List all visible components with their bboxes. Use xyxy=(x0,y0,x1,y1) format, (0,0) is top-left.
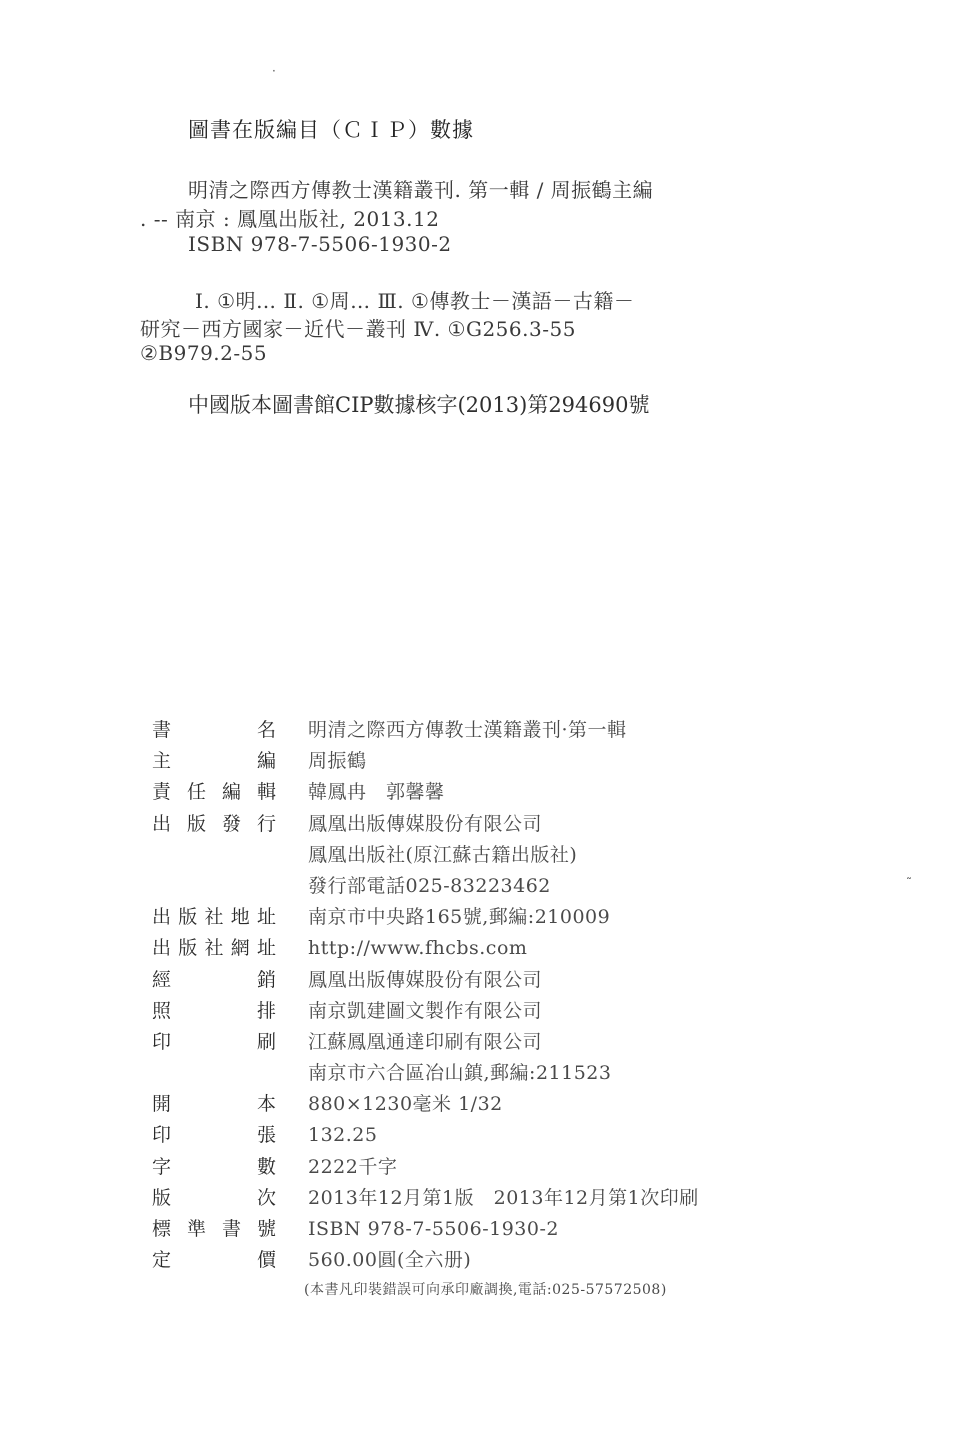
details-value: 560.00圓(全六册) xyxy=(308,1249,472,1272)
details-value: http://www.fhcbs.com xyxy=(308,937,528,960)
details-row xyxy=(152,1090,792,1121)
details-row xyxy=(152,1121,792,1152)
details-row xyxy=(152,1059,792,1090)
details-row xyxy=(152,716,792,747)
details-label: 主 編 xyxy=(152,750,276,773)
details-label: 印 刷 xyxy=(152,1030,276,1053)
details-label: 版 次 xyxy=(152,1186,276,1209)
details-label: 出 版 發 行 xyxy=(152,812,276,835)
details-value: 周振鶴 xyxy=(308,750,367,773)
details-value: 明清之際西方傳教士漢籍叢刊·第一輯 xyxy=(308,719,627,741)
details-value: 2222千字 xyxy=(308,1155,398,1178)
cip-title-line: 明清之際西方傳教士漢籍叢刊. 第一輯 / 周振鶴主編 xyxy=(188,178,654,202)
details-value: 南京市六合區冶山鎮,郵編:211523 xyxy=(308,1062,612,1085)
details-value: 南京凱建圖文製作有限公司 xyxy=(308,999,543,1022)
details-value: 132.25 xyxy=(308,1124,378,1147)
details-value: 韓鳳冉 郭馨馨 xyxy=(308,781,445,804)
details-row xyxy=(152,1215,792,1246)
publication-details-table xyxy=(152,716,792,1277)
details-row xyxy=(152,934,792,965)
cip-classification-line: ②B979.2-55 xyxy=(140,341,268,365)
details-label: 責 任 編 輯 xyxy=(152,781,276,804)
details-value: ISBN 978-7-5506-1930-2 xyxy=(308,1218,559,1240)
details-label: 出 版 社 網 址 xyxy=(152,937,276,960)
details-row xyxy=(152,1028,792,1059)
details-label: 經 銷 xyxy=(152,968,276,991)
details-row xyxy=(152,841,792,872)
details-row xyxy=(152,1246,792,1277)
speck-mark: · xyxy=(272,64,276,78)
cip-heading: 圖書在版編目（ＣＩＰ）數據 xyxy=(188,118,474,142)
details-value: 南京市中央路165號,郵編:210009 xyxy=(308,906,611,929)
details-value: 880×1230毫米 1/32 xyxy=(308,1093,503,1116)
details-row xyxy=(152,1153,792,1184)
details-label: 字 數 xyxy=(152,1155,276,1178)
details-label: 定 價 xyxy=(152,1249,276,1272)
cip-subject-line: Ⅰ. ①明… Ⅱ. ①周… Ⅲ. ①傳教士－漢語－古籍－ xyxy=(195,289,635,313)
details-value: 發行部電話025-83223462 xyxy=(308,874,551,897)
details-label: 標 準 書 號 xyxy=(152,1218,276,1240)
details-label: 出 版 社 地 址 xyxy=(152,906,276,929)
details-row xyxy=(152,903,792,934)
cip-verification-number: 中國版本圖書館CIP數據核字(2013)第294690號 xyxy=(188,393,650,417)
details-row xyxy=(152,810,792,841)
details-label: 開 本 xyxy=(152,1093,276,1116)
details-row xyxy=(152,1184,792,1215)
cip-isbn-line: ISBN 978-7-5506-1930-2 xyxy=(188,232,452,256)
details-row xyxy=(152,966,792,997)
details-label: 書 名 xyxy=(152,719,276,741)
details-label: 照 排 xyxy=(152,999,276,1022)
details-row xyxy=(152,747,792,778)
details-value: 鳳凰出版社(原江蘇古籍出版社) xyxy=(308,843,578,866)
cip-publisher-line: . -- 南京 : 鳳凰出版社, 2013.12 xyxy=(140,207,440,231)
details-value: 江蘇鳳凰通達印刷有限公司 xyxy=(308,1030,543,1053)
details-value: 鳳凰出版傳媒股份有限公司 xyxy=(308,812,543,835)
details-row xyxy=(152,778,792,809)
misprint-exchange-note: (本書凡印裝錯誤可向承印廠調換,電話:025-57572508) xyxy=(304,1282,667,1298)
speck-mark: ˜ xyxy=(906,876,912,890)
details-value: 鳳凰出版傳媒股份有限公司 xyxy=(308,968,543,991)
cip-subject-line: 研究－西方國家－近代－叢刊 Ⅳ. ①G256.3-55 xyxy=(140,317,576,341)
details-value: 2013年12月第1版 2013年12月第1次印刷 xyxy=(308,1186,699,1209)
details-row xyxy=(152,872,792,903)
details-row xyxy=(152,997,792,1028)
details-label: 印 張 xyxy=(152,1124,276,1147)
